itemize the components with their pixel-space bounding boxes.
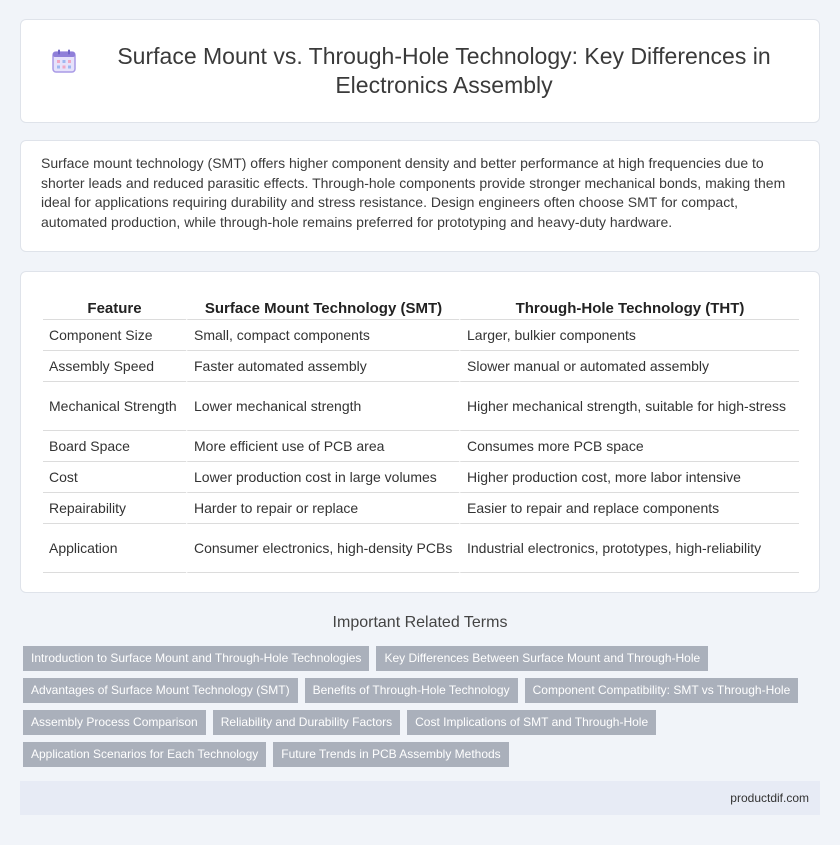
table-row [43, 493, 799, 524]
tag-row [23, 678, 813, 703]
header-tht: Through-Hole Technology (THT) [459, 294, 799, 320]
table-row [43, 320, 799, 351]
row-smt: More efficient use of PCB area [186, 431, 459, 462]
table-row [43, 462, 799, 493]
table-header-row [43, 294, 799, 320]
related-term-tag[interactable]: Cost Implications of SMT and Through-Hole [407, 710, 656, 735]
comparison-table-card [20, 271, 820, 593]
table-row [43, 382, 799, 431]
row-smt: Small, compact components [186, 320, 459, 351]
intro-paragraph: Surface mount technology (SMT) offers higher component density and better performance at high frequencies due to shorter leads and reduced parasitic effects. Through-hole components provide stronger mechanical bonds, making them ideal for applications requiring durability and stress resistance. Design engineers often choose SMT for compact, automated production, while through-hole remains preferred for prototyping and heavy-duty hardware. [41, 155, 786, 230]
row-tht: Higher production cost, more labor intensive [459, 462, 799, 493]
table-row [43, 431, 799, 462]
footer-site-link[interactable]: productdif.com [730, 791, 809, 805]
row-feature: Application [43, 524, 186, 573]
related-term-tag[interactable]: Application Scenarios for Each Technology [23, 742, 266, 767]
calendar-grid-icon [51, 48, 77, 74]
related-term-tag[interactable]: Reliability and Durability Factors [213, 710, 400, 735]
row-feature: Board Space [43, 431, 186, 462]
tag-row [23, 710, 813, 735]
row-smt: Lower mechanical strength [186, 382, 459, 431]
related-terms-tags [23, 646, 813, 774]
row-smt: Faster automated assembly [186, 351, 459, 382]
page-title: Surface Mount vs. Through-Hole Technology: Key Differences in Electronics Assembly [117, 43, 771, 98]
related-term-tag[interactable]: Assembly Process Comparison [23, 710, 206, 735]
related-term-tag[interactable]: Key Differences Between Surface Mount and Through-Hole [376, 646, 708, 671]
related-terms-title: Important Related Terms [332, 614, 508, 631]
row-tht: Slower manual or automated assembly [459, 351, 799, 382]
table-row [43, 524, 799, 573]
related-term-tag[interactable]: Future Trends in PCB Assembly Methods [273, 742, 508, 767]
header-smt: Surface Mount Technology (SMT) [186, 294, 459, 320]
row-feature: Mechanical Strength [43, 382, 186, 431]
row-smt: Consumer electronics, high-density PCBs [186, 524, 459, 573]
header-feature: Feature [43, 294, 186, 320]
intro-card [20, 140, 820, 252]
related-term-tag[interactable]: Benefits of Through-Hole Technology [305, 678, 518, 703]
related-term-tag[interactable]: Advantages of Surface Mount Technology (SMT) [23, 678, 298, 703]
row-feature: Repairability [43, 493, 186, 524]
related-term-tag[interactable]: Component Compatibility: SMT vs Through-Hole [525, 678, 799, 703]
header-card [20, 19, 820, 123]
row-feature: Component Size [43, 320, 186, 351]
tag-row [23, 646, 813, 671]
row-tht: Easier to repair and replace components [459, 493, 799, 524]
row-smt: Lower production cost in large volumes [186, 462, 459, 493]
row-tht: Industrial electronics, prototypes, high-reliability [459, 524, 799, 573]
row-feature: Assembly Speed [43, 351, 186, 382]
tag-row [23, 742, 813, 767]
row-tht: Larger, bulkier components [459, 320, 799, 351]
comparison-table [43, 294, 799, 573]
row-tht: Higher mechanical strength, suitable for high-stress [459, 382, 799, 431]
row-tht: Consumes more PCB space [459, 431, 799, 462]
footer-bar [20, 781, 820, 815]
row-smt: Harder to repair or replace [186, 493, 459, 524]
table-row [43, 351, 799, 382]
row-feature: Cost [43, 462, 186, 493]
title-wrap [21, 42, 819, 100]
related-term-tag[interactable]: Introduction to Surface Mount and Through-Hole Technologies [23, 646, 369, 671]
